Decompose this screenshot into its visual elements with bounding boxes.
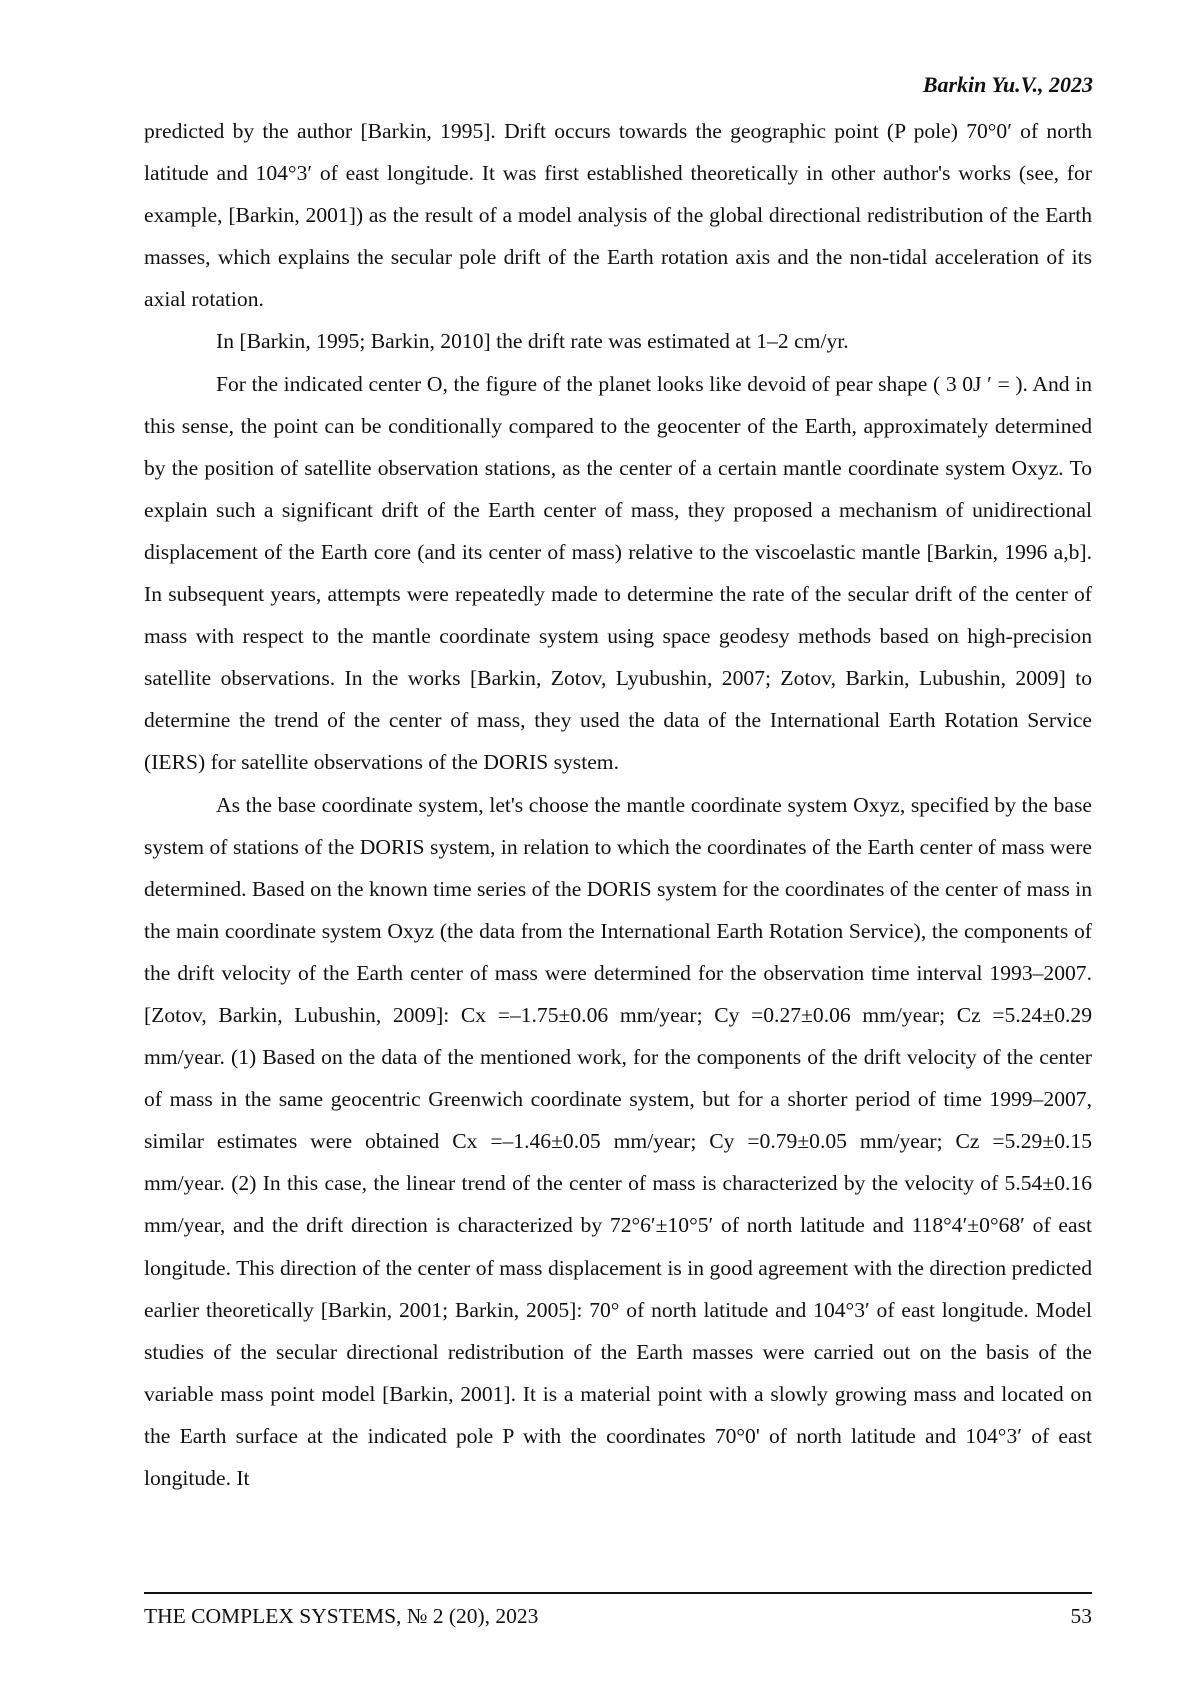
paragraph-drift-rate: In [Barkin, 1995; Barkin, 2010] the drift rate was estimated at 1–2 cm/yr.	[216, 329, 849, 354]
page-number: 53	[1070, 1604, 1092, 1628]
paragraph-base-coordinate-system: As the base coordinate system, let's choose the mantle coordinate system Oxyz, specified by the base system of stations of the DORIS system, in relation to which the coordinates of the Earth center of mass were determined. Based on the known time series of the DORIS system for the coordinates of the center of mass in the main coordinate system Oxyz (the data from the International Earth Rotation Service), the components of the drift velocity of the Earth center of mass were determined for the observation time interval 1993–2007. [Zotov, Barkin, Lubushin, 2009]: Cx =–1.75±0.06 mm/year; Cy =0.27±0.06 mm/year; Cz =5.24±0.29 mm/year. (1) Based on the data of the mentioned work, for the components of the drift velocity of the center of mass in the same geocentric Greenwich coordinate system, but for a shorter period of time 1999–2007, similar estimates were obtained Cx =–1.46±0.05 mm/year; Cy =0.79±0.05 mm/year; Cz =5.29±0.15 mm/year. (2) In this case, the linear trend of the center of mass is characterized by the velocity of 5.54±0.16 mm/year, and the drift direction is characterized by 72°6′±10°5′ of north latitude and 118°4′±0°68′ of east longitude. This direction of the center of mass displacement is in good agreement with the direction predicted earlier theoretically [Barkin, 2001; Barkin, 2005]: 70° of north latitude and 104°3′ of east longitude. Model studies of the secular directional redistribution of the Earth masses were carried out on the basis of the variable mass point model [Barkin, 2001]. It is a material point with a slowly growing mass and located on the Earth surface at the indicated pole P with the coordinates 70°0' of north latitude and 104°3′ of east longitude. It	[144, 792, 1092, 1490]
running-head: Barkin Yu.V., 2023	[922, 72, 1093, 97]
footer-divider	[144, 1592, 1092, 1594]
paragraph-continued: predicted by the author [Barkin, 1995]. Drift occurs towards the geographic point (P pole) 70°0′ of north latitude and 104°3′ of east longitude. It was first established theoretically in other author's works (see, for example, [Barkin, 2001]) as the result of a model analysis of the global directional redistribution of the Earth masses, which explains the secular pole drift of the Earth rotation axis and the non-tidal acceleration of its axial rotation.	[144, 119, 1092, 312]
paragraph-center-o: For the indicated center O, the figure of the planet looks like devoid of pear shape ( 3 0J ′ = ). And in this sense, the point can be conditionally compared to the geocenter of the Earth, approximately determined by the position of satellite observation stations, as the center of a certain mantle coordinate system Oxyz. To explain such a significant drift of the Earth center of mass, they proposed a mechanism of unidirectional displacement of the Earth core (and its center of mass) relative to the viscoelastic mantle [Barkin, 1996 a,b]. In subsequent years, attempts were repeatedly made to determine the rate of the secular drift of the center of mass with respect to the mantle coordinate system using space geodesy methods based on high-precision satellite observations. In the works [Barkin, Zotov, Lyubushin, 2007; Zotov, Barkin, Lubushin, 2009] to determine the trend of the center of mass, they used the data of the International Earth Rotation Service (IERS) for satellite observations of the DORIS system.	[144, 371, 1092, 775]
journal-title: THE COMPLEX SYSTEMS, № 2 (20), 2023	[144, 1604, 539, 1628]
body-text	[144, 110, 1092, 1499]
